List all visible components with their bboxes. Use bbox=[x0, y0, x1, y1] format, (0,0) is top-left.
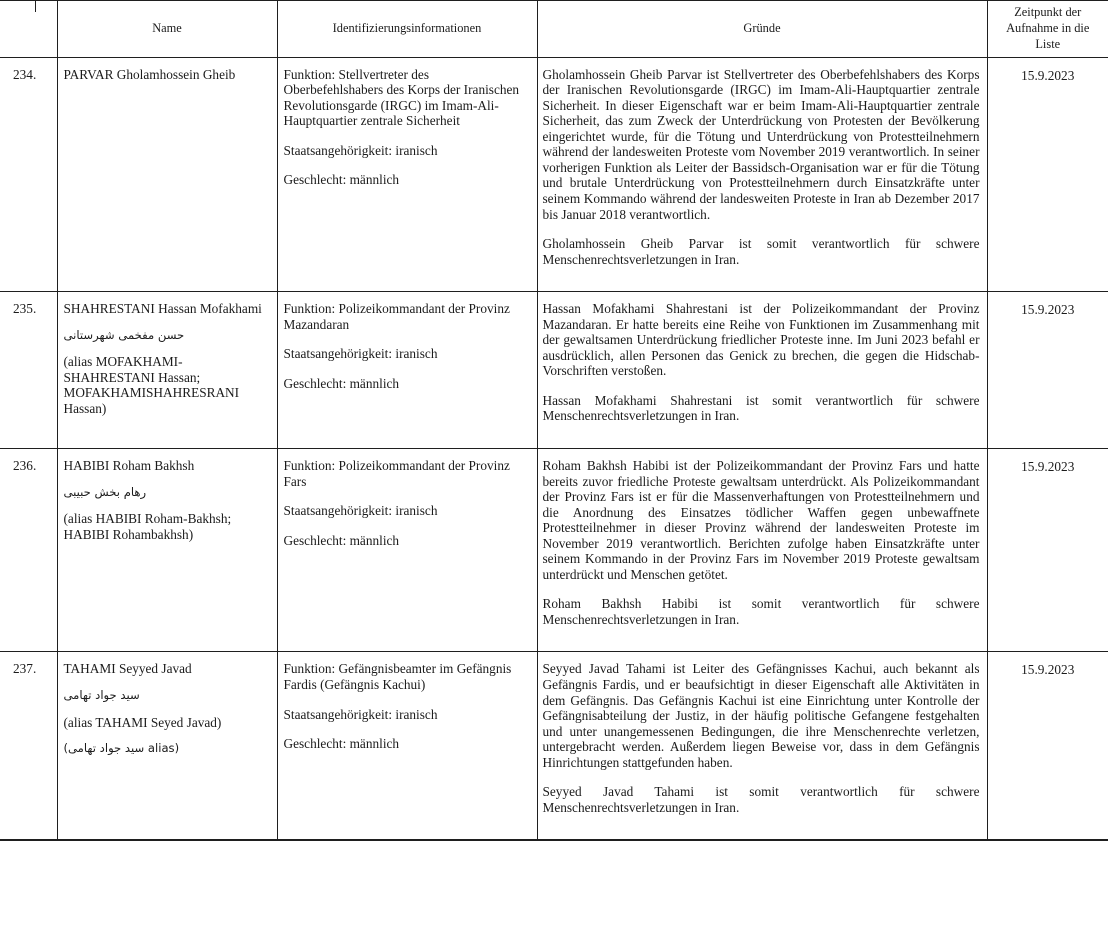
entry-name-line: (alias MOFAKHAMI-SHAHRESTANI Hassan; MOFAKHAMISHAHRESRANI Hassan) bbox=[63, 354, 240, 416]
entry-reason-paragraph: Hassan Mofakhami Shahrestani ist somit verantwortlich für schwere Menschenrechtsverletzungen in Iran. bbox=[542, 392, 980, 424]
entry-name-cell bbox=[57, 292, 277, 449]
entry-name-cell bbox=[57, 57, 277, 292]
entry-id-paragraph: Funktion: Polizeikommandant der Provinz Fars bbox=[283, 458, 510, 489]
entry-reason-paragraph: Roham Bakhsh Habibi ist somit verantwortlich für schwere Menschenrechtsverletzungen in Iran. bbox=[542, 596, 980, 627]
table-row bbox=[0, 652, 1108, 840]
col-header-id-info: Identifizierungsinformationen bbox=[277, 1, 537, 58]
col-header-reasons: Gründe bbox=[537, 1, 987, 58]
table-left-edge-tick bbox=[35, 0, 36, 12]
table-body bbox=[0, 57, 1108, 840]
entry-id-paragraph: Geschlecht: männlich bbox=[283, 172, 400, 188]
entry-name-cell bbox=[57, 449, 277, 652]
entry-number: 237. bbox=[0, 652, 57, 840]
entry-id-paragraph: Staatsangehörigkeit: iranisch bbox=[283, 503, 438, 519]
entry-id-info-cell bbox=[277, 652, 537, 840]
entry-id-info-cell bbox=[277, 292, 537, 449]
entry-number: 235. bbox=[0, 292, 57, 449]
entry-id-paragraph: Funktion: Polizeikommandant der Provinz Mazandaran bbox=[283, 301, 510, 332]
entry-name-line: (alias TAHAMI Seyed Javad) bbox=[63, 714, 222, 730]
entry-name-line: HABIBI Roham Bakhsh bbox=[63, 458, 195, 474]
entry-number: 234. bbox=[0, 57, 57, 292]
entry-name-cell bbox=[57, 652, 277, 840]
entry-id-paragraph: Funktion: Gefängnisbeamter im Gefängnis Fardis (Gefängnis Kachui) bbox=[283, 661, 512, 693]
table-row bbox=[0, 57, 1108, 292]
entry-reasons-cell bbox=[537, 652, 987, 840]
entry-id-paragraph: Geschlecht: männlich bbox=[283, 736, 400, 752]
entry-id-paragraph: Funktion: Stellvertreter des Oberbefehlshabers des Korps der Iranischen Revolutionsgarde (IRGC) im Imam-Ali-Hauptquartier zentrale Sicherheit bbox=[283, 66, 520, 129]
header-row bbox=[0, 1, 1108, 58]
entry-id-paragraph: Staatsangehörigkeit: iranisch bbox=[283, 142, 438, 158]
entry-id-paragraph: Geschlecht: männlich bbox=[283, 532, 400, 548]
col-header-listing-date: Zeitpunkt der Aufnahme in die Liste bbox=[987, 1, 1108, 58]
entry-number: 236. bbox=[0, 449, 57, 652]
entry-id-paragraph: Geschlecht: männlich bbox=[283, 375, 400, 391]
entry-reasons-cell bbox=[537, 57, 987, 292]
entry-listing-date: 15.9.2023 bbox=[987, 292, 1108, 449]
entry-reason-paragraph: Seyyed Javad Tahami ist somit verantwortlich für schwere Menschenrechtsverletzungen in Iran. bbox=[542, 784, 980, 815]
entry-listing-date: 15.9.2023 bbox=[987, 449, 1108, 652]
entry-name-line: TAHAMI Seyyed Javad bbox=[63, 661, 192, 677]
entry-reason-paragraph: Gholamhossein Gheib Parvar ist somit verantwortlich für schwere Menschenrechtsverletzungen in Iran. bbox=[542, 236, 980, 267]
entry-reason-paragraph: Gholamhossein Gheib Parvar ist Stellvertreter des Oberbefehlshabers des Korps der Iranischen Revolutionsgarde (IRGC) im Imam-Ali-Hauptquartier zentrale Sicherheit. In dieser Eigenschaft war er beim Imam-Ali-Hauptquartier zentrale Sicherheit, das zum Zweck der Unterdrückung von Protesten der Bevölkerung eingerichtet wurde, für die Tötung und Unterdrückung von Protestteilnehmern während der landesweiten Proteste vom November 2019 verantwortlich. In seiner vorherigen Funktion als Leiter der Bassidsch-Organisation war er für die Tötung und brutale Unterdrückung von Protestteilnehmern durch Einsatzkräfte unter seinem Kommando während der landesweiten Proteste in Iran ab Dezember 2017 bis Januar 2018 verantwortlich. bbox=[542, 66, 980, 222]
entry-reason-paragraph: Hassan Mofakhami Shahrestani ist der Polizeikommandant der Provinz Mazandaran. Er hatte bereits eine Reihe von Funktionen im Zusammenhang mit der gewaltsamen Unterdrückung friedlicher Proteste inne. Im Juni 2023 befahl er ausdrücklich, allen Personen das Genick zu brechen, die gegen die Hidschab-Vorschriften verstoßen. bbox=[542, 301, 980, 379]
entry-name-line: PARVAR Gholamhossein Gheib bbox=[63, 66, 236, 82]
entry-id-paragraph: Staatsangehörigkeit: iranisch bbox=[283, 346, 438, 362]
entry-listing-date: 15.9.2023 bbox=[987, 57, 1108, 292]
entry-listing-date: 15.9.2023 bbox=[1021, 662, 1075, 678]
table-row bbox=[0, 292, 1108, 449]
entry-name-line: SHAHRESTANI Hassan Mofakhami bbox=[63, 301, 262, 317]
table-row bbox=[0, 449, 1108, 652]
entry-name-original-script: حسن مفخمی شهرستانی bbox=[63, 327, 185, 342]
entry-id-info-cell bbox=[277, 449, 537, 652]
col-header-name: Name bbox=[57, 1, 277, 58]
entry-reasons-cell bbox=[537, 292, 987, 449]
entry-id-info-cell bbox=[277, 57, 537, 292]
entry-id-paragraph: Staatsangehörigkeit: iranisch bbox=[283, 706, 438, 722]
entry-name-original-script: سید جواد تهامی bbox=[63, 688, 140, 703]
entry-reason-paragraph: Roham Bakhsh Habibi ist der Polizeikommandant der Provinz Fars und hatte bereits zuvor friedliche Proteste gewaltsam unterdrückt. Als Polizeikommandant der Provinz Fars ist er für die Massenverhaftungen von Protestteilnehmern und die Anordnung des Einsatzes tödlicher Waffen gegen unbewaffnete Protestteilnehmer in dieser Provinz während der landesweiten Proteste im November 2019 verantwortlich. Berichten zufolge haben Einsatzkräfte unter seinem Kommando in der Provinz Fars im November 2019 Proteste gewaltsam unterdrückt und Menschen getötet. bbox=[542, 458, 980, 582]
col-header-number bbox=[0, 1, 57, 58]
table-header bbox=[0, 1, 1108, 58]
entry-name-line: (alias HABIBI Roham-Bakhsh; HABIBI Rohambakhsh) bbox=[63, 511, 232, 542]
entry-reasons-cell bbox=[537, 449, 987, 652]
entry-name-original-script: (alias سید جواد تهامی) bbox=[63, 741, 180, 756]
entry-name-original-script: رهام بخش حبیبی bbox=[63, 484, 147, 499]
entry-reason-paragraph: Seyyed Javad Tahami ist Leiter des Gefängnisses Kachui, auch bekannt als Gefängnis Fardis, und er beaufsichtigt in dieser Eigenschaft alle Aktivitäten in dem Gefängnis. Das Gefängnis Kachui ist eine Einrichtung unter Kontrolle der Gefängnisabteilung der Justiz, in der häufig politische Gefangene festgehalten und unter unangemessenen Bedingungen, die ihre Menschenrechte verletzen, untergebracht werden. Außerdem liegen Beweise vor, dass in dem Gefängnis Hinrichtungen stattgefunden haben. bbox=[542, 661, 980, 770]
